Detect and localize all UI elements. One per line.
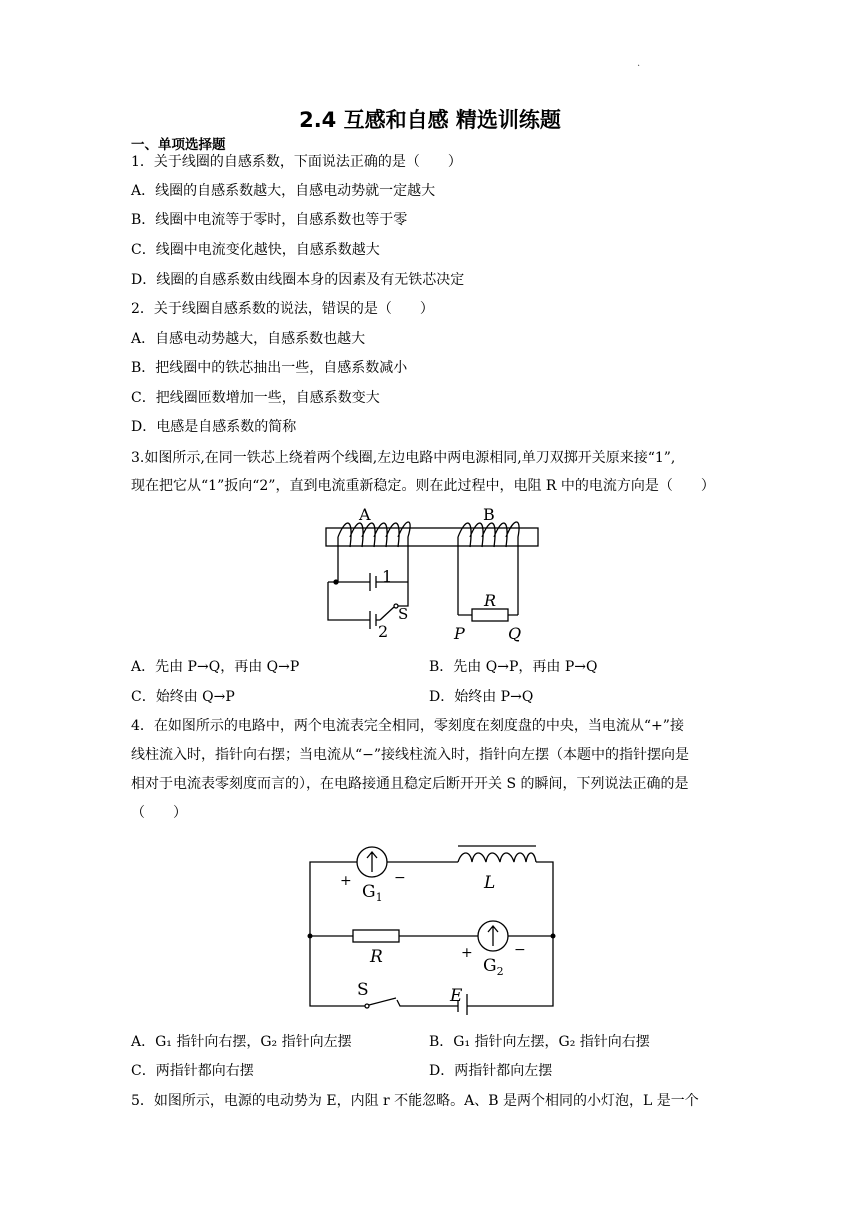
- g1-label: $G_1$: [362, 882, 383, 904]
- point-p-label: P: [454, 624, 465, 643]
- q3-option-d: D．始终由 P→Q: [429, 689, 534, 705]
- inductor-l: [458, 846, 536, 862]
- page-title: 2.4 互感和自感 精选训练题: [299, 108, 561, 132]
- q2-stem: 2．关于线圈自感系数的说法，错误的是（ ）: [131, 301, 434, 317]
- q2-option-d: D．电感是自感系数的简称: [131, 419, 297, 435]
- q4-stem-line-3: 相对于电流表零刻度而言的），在电路接通且稳定后断开开关 S 的瞬间，下列说法正确的是: [131, 776, 689, 792]
- left-circuit: [328, 573, 408, 629]
- switch-label: S: [398, 605, 409, 623]
- q3-option-a: A．先由 P→Q，再由 Q→P: [131, 659, 300, 675]
- switch-position-2: 2: [378, 622, 389, 641]
- junction-left: [308, 934, 313, 939]
- q1-option-b: B．线圈中电流等于零时，自感系数也等于零: [131, 212, 408, 228]
- g2-plus: +: [461, 945, 473, 961]
- g2-label: $G_2$: [483, 956, 504, 978]
- q3-option-c: C．始终由 Q→P: [131, 689, 235, 705]
- junction-right: [551, 934, 556, 939]
- resistor-label: R: [370, 947, 383, 967]
- header-mark: .: [637, 58, 641, 69]
- q5-stem-line-1: 5．如图所示，电源的电动势为 E，内阻 r 不能忽略。A、B 是两个相同的小灯泡，L 是一个: [131, 1093, 699, 1109]
- q2-option-c: C．把线圈匝数增加一些，自感系数变大: [131, 390, 380, 406]
- switch-label: S: [357, 980, 369, 1000]
- q1-option-d: D．线圈的自感系数由线圈本身的因素及有无铁芯决定: [131, 272, 465, 288]
- q3-stem-line-2: 现在把它从“1”扳向“2”，直到电流重新稳定。则在此过程中，电阻 R 中的电流方向是（ ）: [131, 478, 715, 494]
- switch-s: [365, 998, 396, 1008]
- q4-option-a: A．G₁ 指针向右摆，G₂ 指针向左摆: [131, 1034, 352, 1050]
- section-heading: 一、单项选择题: [131, 137, 226, 153]
- q4-stem-line-1: 4．在如图所示的电路中，两个电流表完全相同，零刻度在刻度盘的中央，当电流从“+”接: [131, 718, 684, 734]
- galvanometer-g1: [357, 847, 387, 877]
- battery-label: E: [450, 986, 463, 1006]
- galvanometer-g2: [478, 921, 508, 951]
- q2-option-a: A．自感电动势越大，自感系数也越大: [131, 331, 366, 347]
- q3-circuit-diagram: [320, 503, 545, 648]
- q1-option-a: A．线圈的自感系数越大，自感电动势就一定越大: [131, 183, 436, 199]
- q3-option-b: B．先由 Q→P，再由 P→Q: [429, 659, 598, 675]
- q4-option-c: C．两指针都向右摆: [131, 1063, 254, 1079]
- coil-a-label: A: [359, 505, 371, 524]
- switch-position-1: 1: [382, 567, 393, 586]
- inductor-label: L: [484, 873, 496, 893]
- resistor-label: R: [484, 591, 497, 610]
- resistor-r: [353, 930, 399, 942]
- q4-option-b: B．G₁ 指针向左摆，G₂ 指针向右摆: [429, 1034, 650, 1050]
- q2-option-b: B．把线圈中的铁芯抽出一些，自感系数减小: [131, 360, 408, 376]
- coil-b-label: B: [483, 505, 495, 524]
- g1-minus: −: [394, 870, 406, 886]
- g2-minus: −: [514, 942, 526, 958]
- coil-a: [338, 522, 410, 582]
- q4-circuit-diagram: [300, 840, 564, 1015]
- q4-stem-line-2: 线柱流入时，指针向右摆；当电流从“−”接线柱流入时，指针向左摆（本题中的指针摆向是: [131, 747, 690, 763]
- q4-option-d: D．两指针都向左摆: [429, 1063, 553, 1079]
- q4-stem-line-4: （ ）: [131, 805, 187, 821]
- q1-option-c: C．线圈中电流变化越快，自感系数越大: [131, 242, 380, 258]
- q3-stem-line-1: 3.如图所示,在同一铁芯上绕着两个线圈,左边电路中两电源相同,单刀双掷开关原来接“1”,: [131, 450, 676, 466]
- g1-plus: +: [340, 873, 352, 889]
- q1-stem: 1．关于线圈的自感系数，下面说法正确的是（ ）: [131, 154, 462, 170]
- resistor-r: [458, 609, 518, 621]
- point-q-label: Q: [508, 624, 522, 643]
